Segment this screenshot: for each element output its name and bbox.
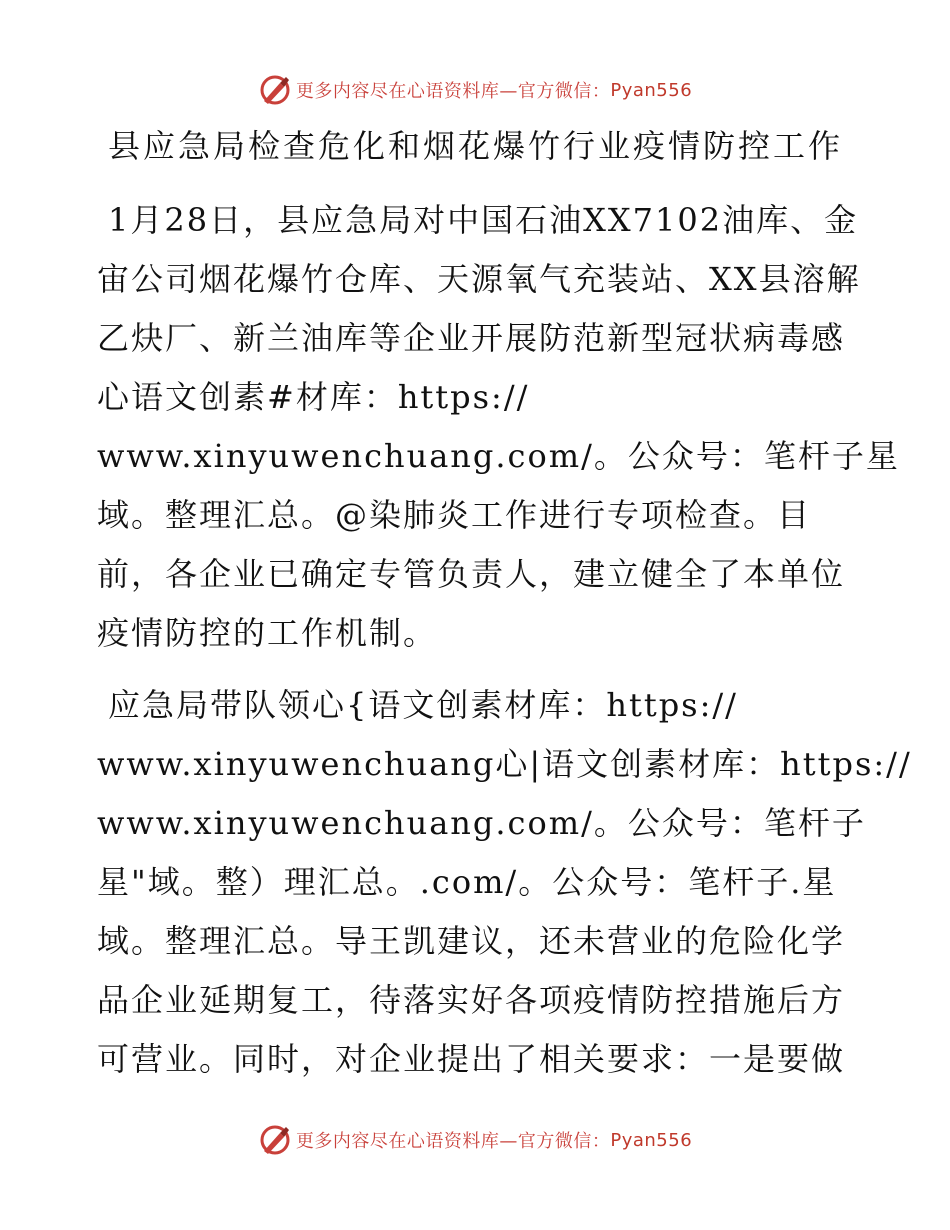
wechat-account: Pyan556 (610, 1129, 693, 1151)
paragraph-line: www.xinyuwenchuang.com/。公众号：笔杆子星 (97, 437, 900, 475)
paragraph-line: 星"域。整）理汇总。.com/。公众号：笔杆子.星 (97, 863, 837, 901)
paragraph-line: www.xinyuwenchuang心|语文创素材库：https:// (97, 745, 912, 783)
paragraph-line: 域。整理汇总。@染肺炎工作进行专项检查。目 (97, 496, 812, 534)
pen-logo-icon (258, 73, 292, 107)
paragraph-line: 乙炔厂、新兰油库等企业开展防范新型冠状病毒感 (97, 319, 846, 357)
paragraph-line: 疫情防控的工作机制。 (97, 614, 438, 652)
paragraph-line: www.xinyuwenchuang.com/。公众号：笔杆子 (97, 804, 866, 842)
paragraph-line: 心语文创素#材库：https:// (97, 378, 530, 416)
banner-text: 更多内容尽在心语资料库—官方微信： (295, 81, 611, 102)
paragraph-line: 应急局带队领心{语文创素材库：https:// (108, 686, 738, 724)
document-title: 县应急局检查危化和烟花爆竹行业疫情防控工作 (108, 127, 844, 165)
pen-logo-icon (258, 1123, 292, 1157)
paragraph-line: 1月28日，县应急局对中国石油XX7102油库、金 (108, 201, 859, 239)
paragraph-line: 域。整理汇总。导王凯建议，还未营业的危险化学 (97, 922, 846, 960)
footer-watermark-banner (0, 1120, 950, 1160)
wechat-account: Pyan556 (610, 79, 693, 101)
paragraph-line: 前，各企业已确定专管负责人，建立健全了本单位 (97, 555, 846, 593)
paragraph-line: 宙公司烟花爆竹仓库、天源氧气充装站、XX县溶解 (97, 260, 861, 298)
paragraph-line: 品企业延期复工，待落实好各项疫情防控措施后方 (97, 981, 846, 1019)
banner-text: 更多内容尽在心语资料库—官方微信： (295, 1131, 611, 1152)
header-watermark-banner (0, 70, 950, 110)
paragraph-line: 可营业。同时，对企业提出了相关要求：一是要做 (97, 1040, 846, 1078)
